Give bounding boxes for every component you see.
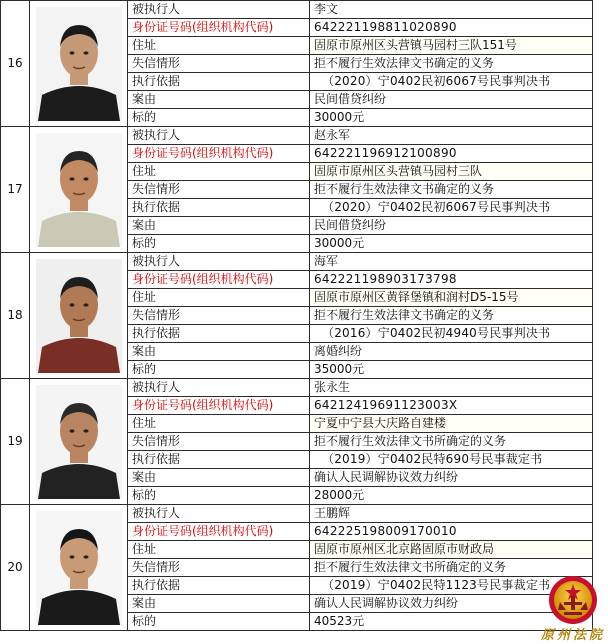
amount-label: 标的 [128, 361, 310, 379]
portrait-image [36, 259, 122, 373]
person-photo [30, 1, 128, 127]
court-stamp [538, 572, 608, 643]
id-value: 642225198009170010 [310, 523, 593, 541]
amount-value: 35000元 [310, 361, 593, 379]
record-number: 20 [1, 505, 30, 631]
name-label: 被执行人 [128, 505, 310, 523]
cause-value: 民间借贷纠纷 [310, 91, 593, 109]
situation-label: 失信情形 [128, 559, 310, 577]
name-value: 李文 [310, 1, 593, 19]
record-row [1, 505, 593, 523]
basis-label: 执行依据 [128, 325, 310, 343]
amount-value: 30000元 [310, 235, 593, 253]
basis-label: 执行依据 [128, 451, 310, 469]
situation-label: 失信情形 [128, 307, 310, 325]
cause-value: 离婚纠纷 [310, 343, 593, 361]
record-row [1, 253, 593, 271]
record-row [1, 1, 593, 19]
basis-value: （2016）宁0402民初4940号民事判决书 [310, 325, 593, 343]
cause-value: 确认人民调解协议效力纠纷 [310, 469, 593, 487]
portrait-image [36, 133, 122, 247]
amount-label: 标的 [128, 235, 310, 253]
address-value: 固原市原州区头营镇马园村三队 [310, 163, 593, 181]
amount-label: 标的 [128, 613, 310, 631]
amount-value: 40523元 [310, 613, 593, 631]
name-value: 王鹏辉 [310, 505, 593, 523]
situation-label: 失信情形 [128, 433, 310, 451]
address-label: 住址 [128, 289, 310, 307]
name-value: 海军 [310, 253, 593, 271]
basis-label: 执行依据 [128, 199, 310, 217]
portrait-image [36, 385, 122, 499]
id-label: 身份证号码(组织机构代码) [128, 145, 310, 163]
name-label: 被执行人 [128, 253, 310, 271]
situation-value: 拒不履行生效法律文书所确定的义务 [310, 433, 593, 451]
amount-label: 标的 [128, 487, 310, 505]
id-label: 身份证号码(组织机构代码) [128, 397, 310, 415]
portrait-image [36, 511, 122, 625]
address-label: 住址 [128, 37, 310, 55]
basis-value: （2020）宁0402民初6067号民事判决书 [310, 199, 593, 217]
cause-label: 案由 [128, 469, 310, 487]
name-label: 被执行人 [128, 379, 310, 397]
person-photo [30, 253, 128, 379]
cause-label: 案由 [128, 217, 310, 235]
id-label: 身份证号码(组织机构代码) [128, 271, 310, 289]
id-value: 642221198903173798 [310, 271, 593, 289]
address-value: 固原市原州区北京路固原市财政局 [310, 541, 593, 559]
situation-value: 拒不履行生效法律文书所确定的义务 [310, 559, 593, 577]
situation-value: 拒不履行生效法律文书确定的义务 [310, 55, 593, 73]
address-value: 宁夏中宁县大庆路自建楼 [310, 415, 593, 433]
address-label: 住址 [128, 415, 310, 433]
record-number: 18 [1, 253, 30, 379]
situation-value: 拒不履行生效法律文书确定的义务 [310, 181, 593, 199]
amount-label: 标的 [128, 109, 310, 127]
basis-label: 执行依据 [128, 577, 310, 595]
cause-label: 案由 [128, 595, 310, 613]
id-value: 642221198811020890 [310, 19, 593, 37]
record-number: 19 [1, 379, 30, 505]
cause-value: 民间借贷纠纷 [310, 217, 593, 235]
name-label: 被执行人 [128, 1, 310, 19]
person-photo [30, 505, 128, 631]
name-value: 赵永军 [310, 127, 593, 145]
address-value: 固原市原州区黄铎堡镇和润村D5-15号 [310, 289, 593, 307]
id-value: 64212419691123003X [310, 397, 593, 415]
address-label: 住址 [128, 163, 310, 181]
amount-value: 30000元 [310, 109, 593, 127]
basis-label: 执行依据 [128, 73, 310, 91]
id-label: 身份证号码(组织机构代码) [128, 523, 310, 541]
stamp-text: 原州法院 [540, 628, 605, 643]
record-row [1, 127, 593, 145]
situation-label: 失信情形 [128, 55, 310, 73]
id-label: 身份证号码(组织机构代码) [128, 19, 310, 37]
cause-value: 确认人民调解协议效力纠纷 [310, 595, 593, 613]
basis-value: （2020）宁0402民初6067号民事判决书 [310, 73, 593, 91]
record-row [1, 379, 593, 397]
person-photo [30, 127, 128, 253]
address-value: 固原市原州区头营镇马园村三队151号 [310, 37, 593, 55]
situation-value: 拒不履行生效法律文书确定的义务 [310, 307, 593, 325]
record-number: 17 [1, 127, 30, 253]
record-number: 16 [1, 1, 30, 127]
cause-label: 案由 [128, 343, 310, 361]
cause-label: 案由 [128, 91, 310, 109]
name-label: 被执行人 [128, 127, 310, 145]
address-label: 住址 [128, 541, 310, 559]
situation-label: 失信情形 [128, 181, 310, 199]
person-photo [30, 379, 128, 505]
id-value: 642221196912100890 [310, 145, 593, 163]
basis-value: （2019）宁0402民特690号民事裁定书 [310, 451, 593, 469]
portrait-image [36, 7, 122, 121]
name-value: 张永生 [310, 379, 593, 397]
basis-value: （2019）宁0402民特1123号民事裁定书 [310, 577, 593, 595]
amount-value: 28000元 [310, 487, 593, 505]
